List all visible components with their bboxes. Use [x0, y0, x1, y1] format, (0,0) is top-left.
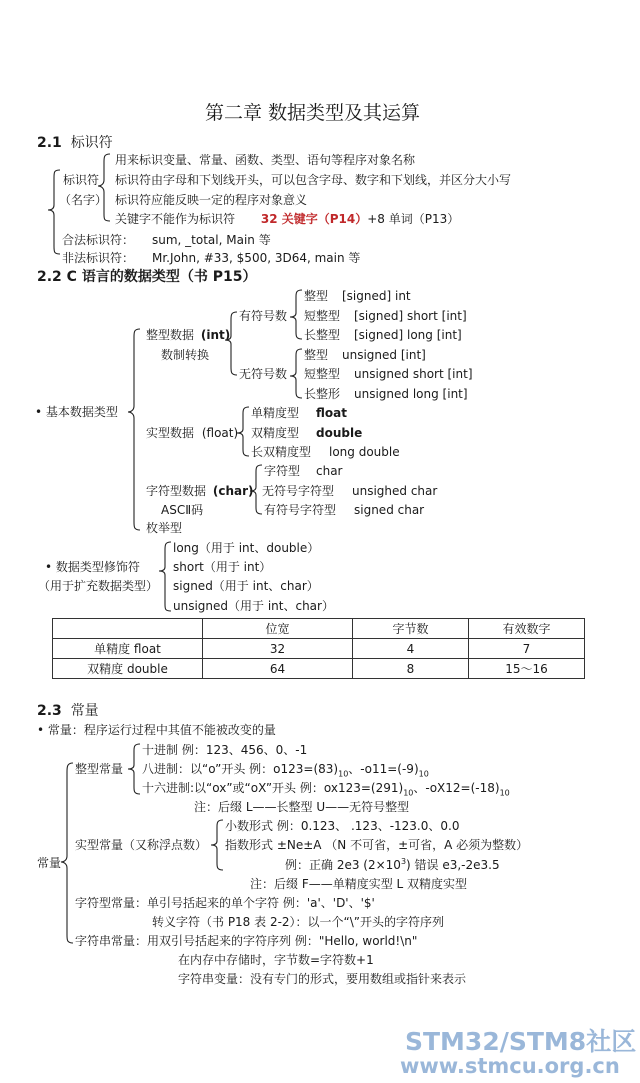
- section-2-3-heading: [37, 704, 99, 718]
- signed-long: [304, 328, 462, 342]
- integer-suffix-note: 注：后缀 L——长整型 U——无符号整型: [194, 800, 410, 814]
- char-constant-line: 字符型常量：单引号括起来的单个字符 例：'a'、'D'、'$': [75, 896, 375, 910]
- legal-identifier-label: 合法标识符：: [62, 233, 135, 247]
- keyword-extra: +8 单词（P13）: [367, 212, 460, 226]
- table-cell: 32: [203, 639, 353, 659]
- integer-hex: [142, 782, 510, 797]
- identifier-label: 标识符: [63, 173, 100, 187]
- real-float: [251, 406, 347, 420]
- signed-int: [304, 289, 411, 303]
- identifier-item-3: 标识符应能反映一定的程序对象意义: [115, 193, 308, 207]
- char-data-keyword: (char): [212, 484, 254, 498]
- hex-text-2: 、-oX12=(-18): [413, 781, 500, 795]
- type-name: 长整型: [304, 328, 341, 342]
- brace-identifier: [98, 154, 110, 221]
- type-name: 单精度型: [251, 406, 300, 420]
- type-name: 整型: [304, 289, 329, 303]
- superscript: 3: [400, 857, 407, 866]
- octal-text-2: 、-o11=(-9): [348, 762, 419, 776]
- section-2-1-heading: [37, 136, 113, 150]
- modifier-note: （用于扩充数据类型）: [38, 579, 159, 593]
- type-keyword: [signed] short [int]: [354, 309, 467, 323]
- real-exponent-form: 指数形式 ±Ne±A （N 不可省，±可省，A 必须为整数）: [225, 838, 529, 852]
- table-cell: 64: [203, 659, 353, 679]
- illegal-identifier-label: 非法标识符：: [62, 251, 135, 265]
- brace-basic: [128, 329, 140, 530]
- illegal-identifier-values: Mr.John, #33, $500, 3D64, main 等: [152, 251, 361, 265]
- subscript: 10: [499, 788, 510, 798]
- identifier-item-keyword: [115, 213, 459, 225]
- real-suffix-note: 注：后缀 F——单精度实型 L 双精度实型: [250, 877, 468, 891]
- type-name: 短整型: [304, 367, 341, 381]
- table-row: [53, 639, 585, 659]
- brace-identifier-outer: [48, 170, 60, 254]
- signed-short: [304, 309, 467, 323]
- real-decimal-form: 小数形式 例：0.123、 .123、-123.0、0.0: [225, 819, 460, 833]
- real-data-label: [146, 427, 238, 439]
- table-cell: 15～16: [469, 659, 585, 679]
- table-row: [53, 659, 585, 679]
- unsigned-long: [304, 387, 468, 401]
- integer-octal: [142, 763, 429, 778]
- enum-label: 枚举型: [146, 521, 183, 535]
- legal-identifier-values: sum, _total, Main 等: [152, 233, 271, 247]
- type-keyword: unsigned [int]: [342, 348, 426, 362]
- watermark-url: www.stmcu.org.cn: [400, 1054, 620, 1078]
- string-variable-line: 字符串变量：没有专门的形式，要用数组或指针来表示: [178, 972, 467, 986]
- char-signed: [264, 503, 425, 517]
- integer-data-keyword: (int): [200, 328, 231, 342]
- type-keyword: unsighed char: [352, 484, 438, 498]
- keyword-count: 32 关键字（P14）: [260, 212, 368, 226]
- table-header-cell: 有效数字: [469, 619, 585, 639]
- hex-text: 十六进制:以“ox”或“oX”开头 例：ox123=(291): [142, 781, 404, 795]
- type-name: 整型: [304, 348, 329, 362]
- char-plain: [264, 464, 343, 478]
- constant-definition: • 常量：程序运行过程中其值不能被改变的量: [37, 723, 276, 737]
- string-constant-line: 字符串常量：用双引号括起来的字符序列 例："Hello, world!\n": [75, 934, 418, 948]
- char-data-label: [146, 485, 253, 497]
- type-name: 短整型: [304, 309, 341, 323]
- identifier-item-2: 标识符由字母和下划线开头，可以包含字母、数字和下划线，并区分大小写: [115, 173, 512, 187]
- real-data-keyword: (float): [201, 426, 239, 440]
- integer-decimal: 十进制 例：123、456、0、-1: [142, 743, 308, 757]
- integer-data-label: [146, 329, 230, 341]
- example-text: 例：正确 2e3 (2×10: [285, 858, 401, 872]
- section-2-2-heading: 2.2 C 语言的数据类型（书 P15）: [37, 269, 257, 285]
- section-2-3-title: 常量: [70, 703, 99, 719]
- section-2-1-title: 标识符: [70, 135, 113, 151]
- type-keyword: signed char: [354, 503, 425, 517]
- table-header-row: [53, 619, 585, 639]
- unsigned-int: [304, 348, 426, 362]
- modifier-signed: signed（用于 int、char）: [173, 579, 319, 593]
- char-data-text: 字符型数据: [146, 484, 207, 498]
- watermark-title: STM32/STM8社区: [405, 1027, 637, 1056]
- integer-data-text: 整型数据: [146, 328, 195, 342]
- real-constant-label: 实型常量（又称浮点数）: [75, 838, 208, 852]
- type-name: 长双精度型: [251, 445, 312, 459]
- type-keyword: char: [316, 464, 343, 478]
- brace-unsigned: [290, 349, 302, 398]
- subscript: 10: [403, 788, 414, 798]
- type-keyword: [signed] long [int]: [354, 328, 462, 342]
- table-cell: 双精度 double: [53, 659, 203, 679]
- ascii-label: ASCⅡ码: [161, 503, 204, 517]
- type-name: 字符型: [264, 464, 301, 478]
- subscript: 10: [338, 769, 349, 779]
- modifier-long: long（用于 int、double）: [173, 541, 320, 555]
- table-header-cell: 字节数: [353, 619, 469, 639]
- unsigned-short: [304, 367, 473, 381]
- type-keyword: double: [316, 426, 363, 440]
- escape-char-line: 转义字符（书 P18 表 2-2）：以一个“\”开头的字符序列: [152, 915, 445, 929]
- table-cell: 8: [353, 659, 469, 679]
- identifier-item-1: 用来标识变量、常量、函数、类型、语句等程序对象名称: [115, 153, 416, 167]
- table-cell: 4: [353, 639, 469, 659]
- constant-label: 常量: [37, 856, 62, 870]
- type-name: 有符号字符型: [264, 503, 337, 517]
- type-keyword: [signed] int: [342, 289, 411, 303]
- type-keyword: unsigned short [int]: [354, 367, 473, 381]
- octal-text: 八进制：以“o”开头 例：o123=(83): [142, 762, 339, 776]
- modifier-unsigned: unsigned（用于 int、char）: [173, 599, 334, 613]
- type-name: 长整形: [304, 387, 341, 401]
- table-cell: 7: [469, 639, 585, 659]
- real-exponent-example: [285, 858, 500, 871]
- type-keyword: unsigned long [int]: [354, 387, 468, 401]
- identifier-label-note: （名字）: [59, 193, 108, 207]
- brace-constant: [61, 763, 73, 943]
- unsigned-label: 无符号数: [239, 367, 288, 381]
- char-unsigned: [262, 484, 438, 498]
- type-name: 无符号字符型: [262, 484, 335, 498]
- brace-real: [237, 407, 249, 456]
- real-data-text: 实型数据: [146, 426, 195, 440]
- signed-label: 有符号数: [239, 309, 288, 323]
- modifier-short: short（用于 int）: [173, 560, 272, 574]
- real-double: [251, 426, 363, 440]
- brace-integer-constant: [128, 744, 140, 794]
- brace-real-constant: [211, 820, 223, 870]
- real-long-double: [251, 445, 400, 459]
- brace-modifier: [159, 542, 171, 611]
- brace-integer: [225, 312, 237, 375]
- table-cell: 单精度 float: [53, 639, 203, 659]
- basic-data-types-label: • 基本数据类型: [35, 405, 118, 419]
- section-2-1-number: 2.1: [37, 135, 62, 151]
- keyword-rule: 关键字不能作为标识符: [115, 212, 236, 226]
- float-type-table: [52, 618, 585, 679]
- subscript: 10: [418, 769, 429, 779]
- table-header-cell: 位宽: [203, 619, 353, 639]
- page-title: 第二章 数据类型及其运算: [205, 102, 421, 124]
- example-text-2: ) 错误 e3,-2e3.5: [406, 858, 500, 872]
- type-keyword: float: [316, 406, 347, 420]
- string-storage-line: 在内存中存储时，字节数=字符数+1: [178, 953, 374, 967]
- modifier-label: • 数据类型修饰符: [45, 560, 140, 574]
- integer-constant-label: 整型常量: [75, 762, 124, 776]
- brace-signed: [290, 290, 302, 339]
- type-name: 双精度型: [251, 426, 300, 440]
- section-2-3-number: 2.3: [37, 703, 62, 719]
- table-header-cell: [53, 619, 203, 639]
- radix-conversion-label: 数制转换: [161, 348, 210, 362]
- type-keyword: long double: [329, 445, 400, 459]
